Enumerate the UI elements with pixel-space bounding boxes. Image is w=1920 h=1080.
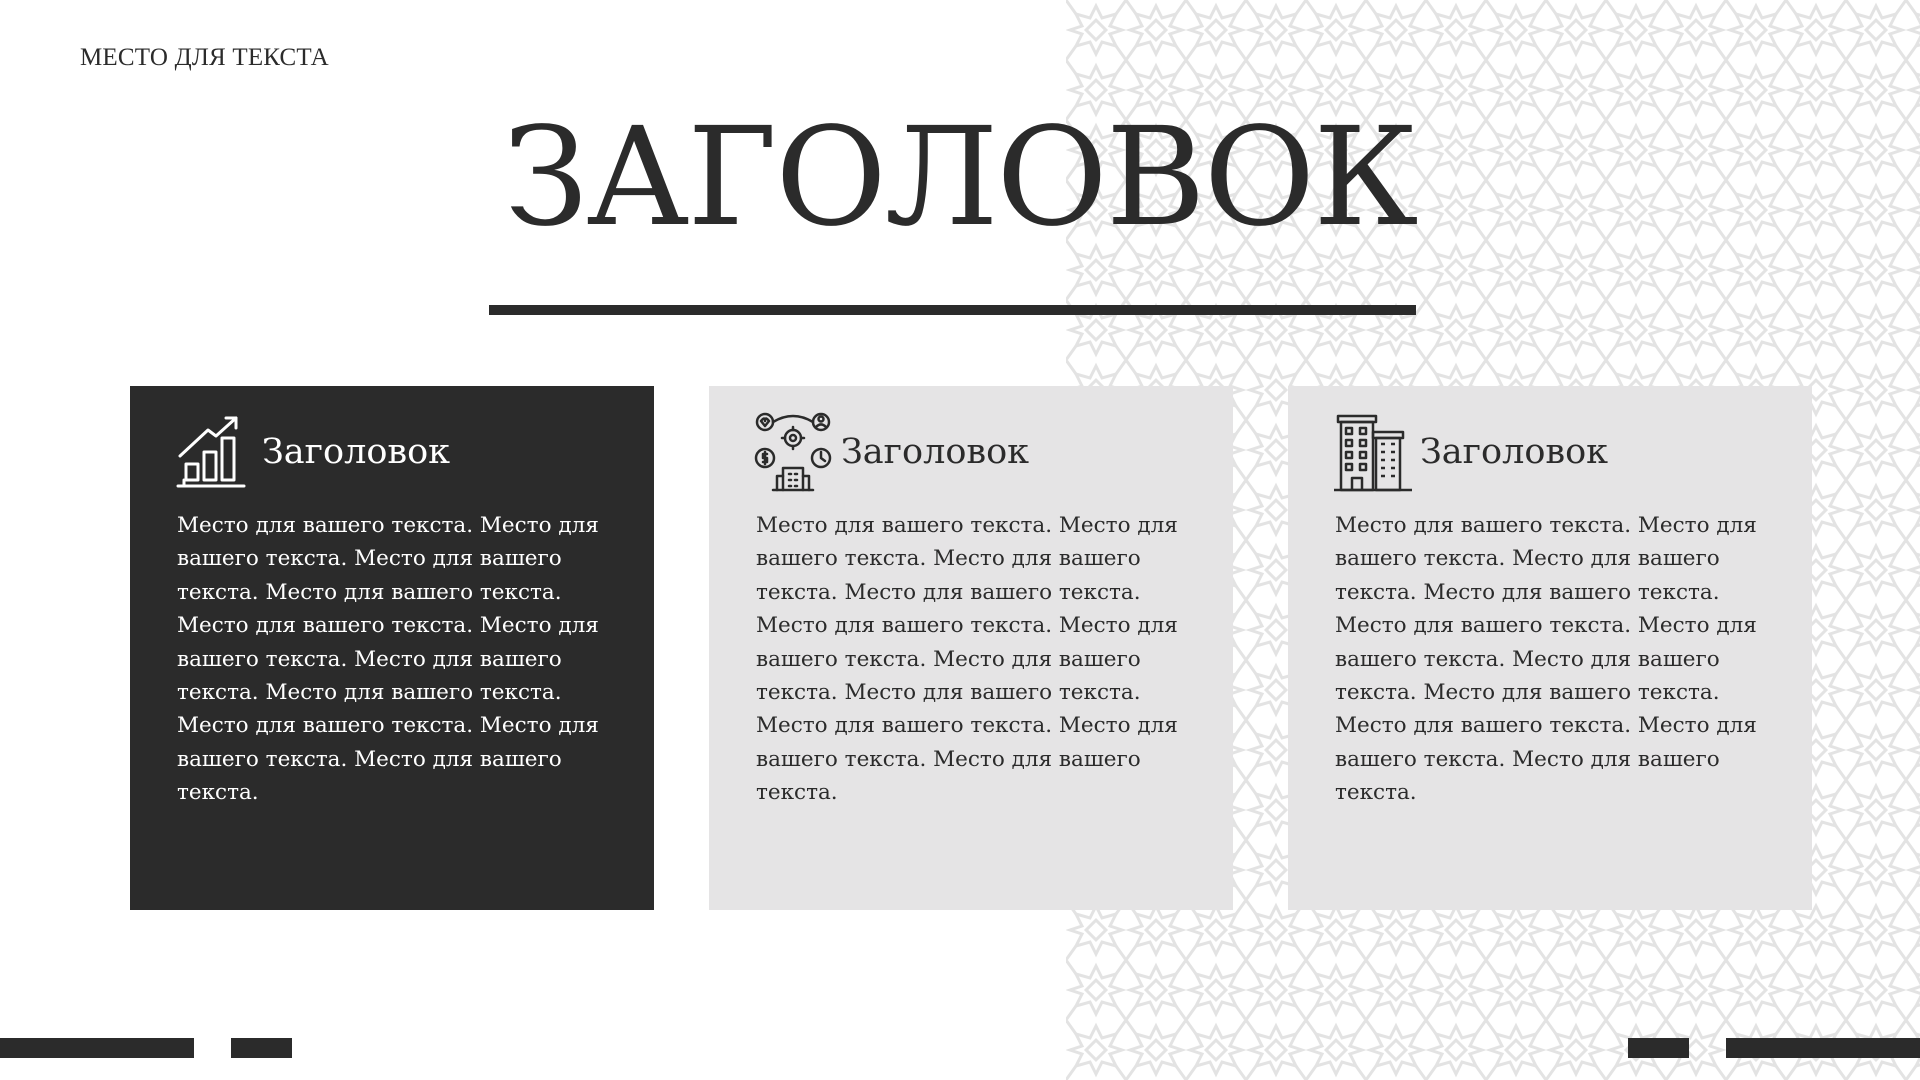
growth-chart-icon (174, 412, 254, 492)
card-body-text: Место для вашего текста. Место для вашего текста. Место для вашего текста. Место для вашего текста. Место для вашего текста. Место для вашего текста. Место для вашего текста. Место для вашего текста. Место для вашего текста. Место для вашего текста. Место для вашего текста. (177, 513, 599, 806)
card-header (174, 412, 450, 492)
card-body-text: Место для вашего текста. Место для вашего текста. Место для вашего текста. Место для вашего текста. Место для вашего текста. Место для вашего текста. Место для вашего текста. Место для вашего текста. Место для вашего текста. Место для вашего текста. Место для вашего текста. (1335, 513, 1757, 806)
card-title: Заголовок (262, 432, 451, 472)
card-header (753, 412, 1029, 492)
business-network-icon (753, 412, 833, 492)
card-body-text: Место для вашего текста. Место для вашего текста. Место для вашего текста. Место для вашего текста. Место для вашего текста. Место для вашего текста. Место для вашего текста. Место для вашего текста. Место для вашего текста. Место для вашего текста. Место для вашего текста. (756, 513, 1178, 806)
bottom-left-short-bar (231, 1038, 292, 1058)
title-divider (489, 305, 1416, 315)
card-2 (709, 386, 1233, 910)
bottom-right-short-bar (1628, 1038, 1689, 1058)
bottom-left-bar (0, 1038, 194, 1058)
card-1 (130, 386, 654, 910)
card-header (1332, 412, 1608, 492)
card-title: Заголовок (841, 432, 1030, 472)
bottom-right-bar (1726, 1038, 1920, 1058)
page-title: ЗАГОЛОВОК (503, 99, 1417, 257)
card-3 (1288, 386, 1812, 910)
top-text-label: МЕСТО ДЛЯ ТЕКСТА (80, 44, 329, 71)
city-buildings-icon (1332, 412, 1412, 492)
card-title: Заголовок (1420, 432, 1609, 472)
